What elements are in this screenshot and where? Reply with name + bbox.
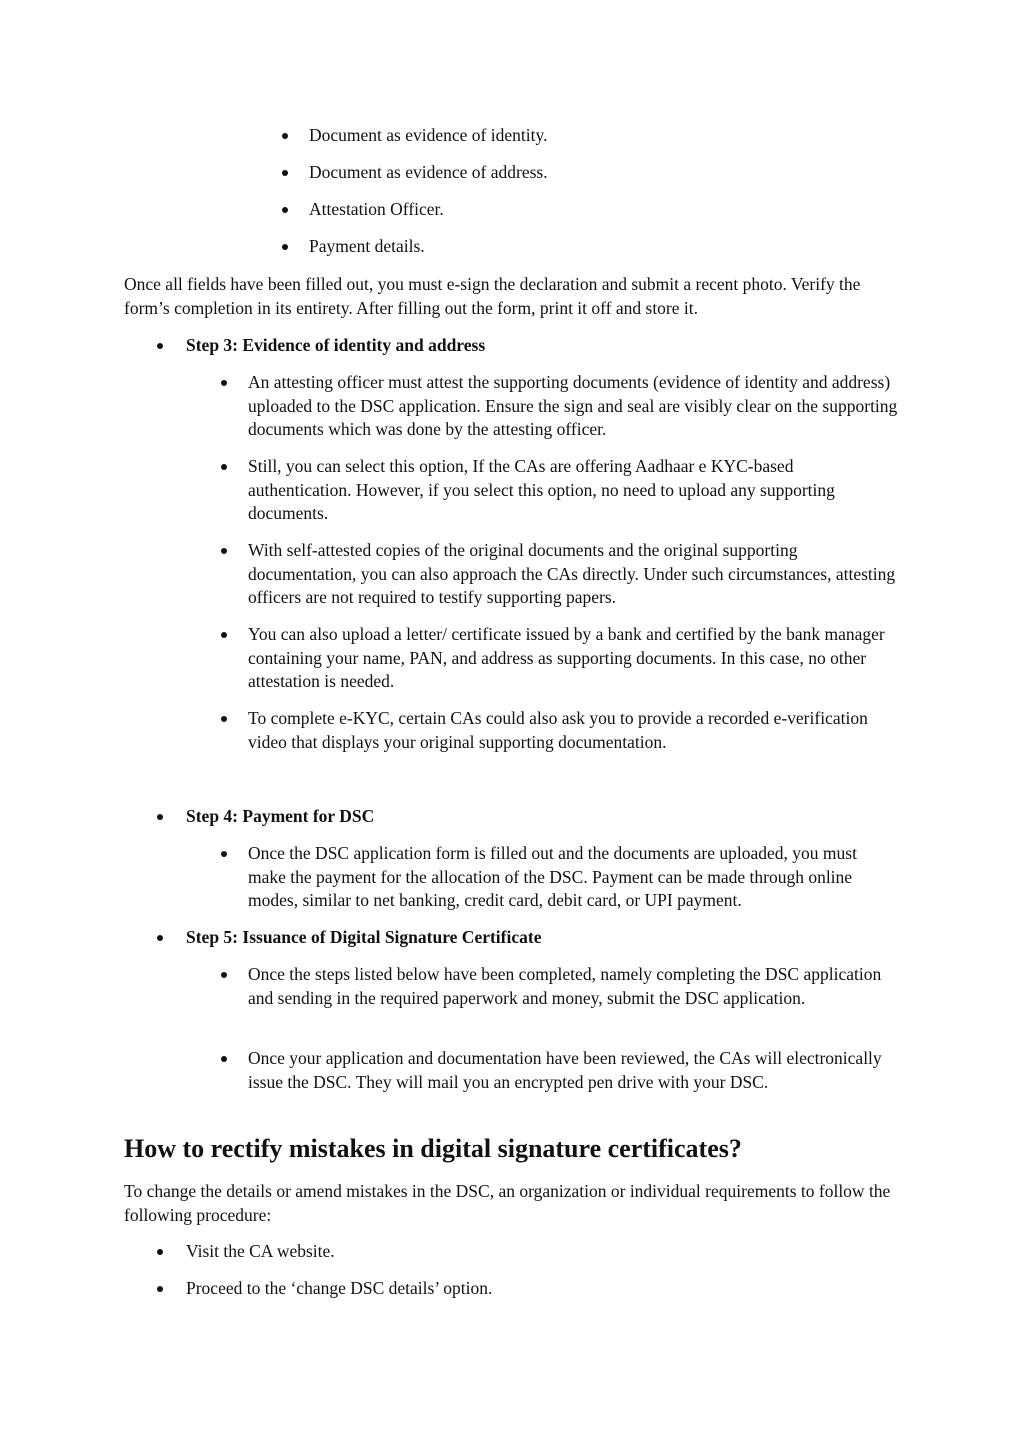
- list-item: [248, 963, 898, 1010]
- list-item: [248, 1047, 898, 1094]
- list-item-text: Visit the CA website.: [186, 1241, 335, 1261]
- step5-title-text: Step 5: Issuance of Digital Signature Certificate: [186, 927, 542, 947]
- list-item-text: Document as evidence of address.: [309, 162, 548, 182]
- bullet-icon: [282, 170, 288, 176]
- list-item: [248, 371, 898, 442]
- bullet-icon: [221, 716, 227, 722]
- section-heading: How to rectify mistakes in digital signature certificates?: [124, 1134, 742, 1163]
- bullet-icon: [221, 1056, 227, 1062]
- list-item-text: Still, you can select this option, If the CAs are offering Aadhaar e KYC-based authentication. However, if you select this option, no need to upload any supporting documents.: [248, 456, 835, 523]
- bullet-icon: [157, 935, 163, 941]
- list-item: [309, 235, 909, 259]
- list-item-text: Once the DSC application form is filled out and the documents are uploaded, you must make the payment for the allocation of the DSC. Payment can be made through online modes, similar to net banking, credit card, debit card, or UPI payment.: [248, 843, 857, 910]
- list-item-text: Proceed to the ‘change DSC details’ option.: [186, 1278, 493, 1298]
- list-item: [248, 623, 898, 694]
- list-item-text: Payment details.: [309, 236, 425, 256]
- bullet-icon: [221, 972, 227, 978]
- bullet-icon: [157, 343, 163, 349]
- step5-title: [186, 926, 906, 950]
- bullet-icon: [282, 207, 288, 213]
- list-item: [186, 1277, 906, 1301]
- bullet-icon: [282, 244, 288, 250]
- bullet-icon: [157, 1286, 163, 1292]
- list-item-text: Document as evidence of identity.: [309, 125, 548, 145]
- step4-title: [186, 805, 906, 829]
- list-item-text: Attestation Officer.: [309, 199, 444, 219]
- list-item: [248, 539, 898, 610]
- list-item: [248, 707, 898, 754]
- bullet-icon: [221, 632, 227, 638]
- list-item: [309, 124, 909, 148]
- list-item: [309, 161, 909, 185]
- list-item: [248, 842, 898, 913]
- list-item-text: With self-attested copies of the original documents and the original supporting documentation, you can also approach the CAs directly. Under such circumstances, attesting officers are not required to testify supporting papers.: [248, 540, 896, 607]
- bullet-icon: [221, 380, 227, 386]
- rectify-paragraph: To change the details or amend mistakes in the DSC, an organization or individual requirements to follow the following procedure:: [124, 1181, 891, 1225]
- bullet-icon: [221, 548, 227, 554]
- step3-title-text: Step 3: Evidence of identity and address: [186, 335, 486, 355]
- list-item-text: An attesting officer must attest the supporting documents (evidence of identity and address) uploaded to the DSC application. Ensure the sign and seal are visibly clear on the supporting documents which was done by the attesting officer.: [248, 372, 898, 439]
- list-item-text: Once the steps listed below have been completed, namely completing the DSC application and sending in the required paperwork and money, submit the DSC application.: [248, 964, 882, 1008]
- esign-paragraph: Once all fields have been filled out, you must e-sign the declaration and submit a recent photo. Verify the form’s completion in its entirety. After filling out the form, print it off and store it.: [124, 274, 861, 318]
- bullet-icon: [221, 851, 227, 857]
- bullet-icon: [157, 1249, 163, 1255]
- list-item-text: You can also upload a letter/ certificate issued by a bank and certified by the bank manager containing your name, PAN, and address as supporting documents. In this case, no other attestation is needed.: [248, 624, 885, 691]
- list-item: [309, 198, 909, 222]
- bullet-icon: [157, 814, 163, 820]
- step3-title: [186, 334, 906, 358]
- bullet-icon: [221, 464, 227, 470]
- list-item: [248, 455, 898, 526]
- step4-title-text: Step 4: Payment for DSC: [186, 806, 375, 826]
- list-item: [186, 1240, 906, 1264]
- list-item-text: Once your application and documentation have been reviewed, the CAs will electronically issue the DSC. They will mail you an encrypted pen drive with your DSC.: [248, 1048, 882, 1092]
- bullet-icon: [282, 133, 288, 139]
- list-item-text: To complete e-KYC, certain CAs could also ask you to provide a recorded e-verification video that displays your original supporting documentation.: [248, 708, 868, 752]
